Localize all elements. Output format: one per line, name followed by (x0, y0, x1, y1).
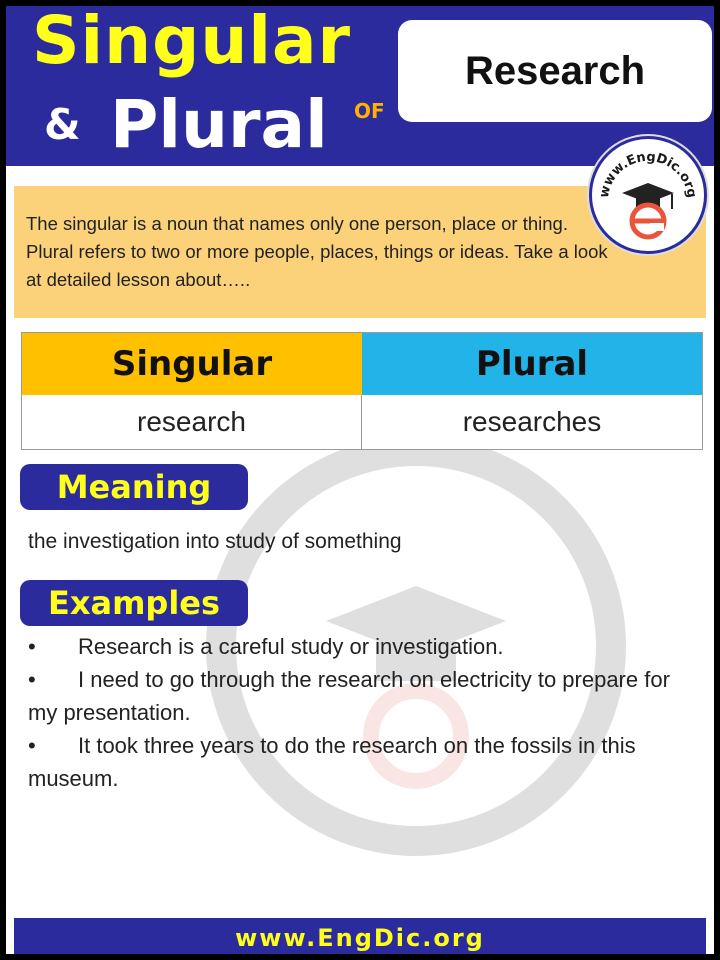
engdic-logo (589, 136, 707, 254)
bullet: • (28, 634, 36, 659)
example-item (28, 630, 688, 663)
bullet: • (28, 733, 36, 758)
meaning-label: Meaning (20, 464, 248, 510)
title-singular: Singular (32, 6, 352, 79)
cell-singular: research (22, 395, 362, 449)
singular-plural-table (21, 332, 703, 450)
letter-e-icon (632, 205, 664, 237)
footer-bar (14, 918, 706, 954)
header-singular: Singular (22, 333, 362, 395)
header-plural: Plural (362, 333, 702, 395)
example-item (28, 729, 688, 795)
title-of: OF (354, 99, 385, 123)
example-text: It took three years to do the research on the fossils in this museum. (28, 733, 636, 791)
intro-text: The singular is a noun that names only one person, place or thing. Plural refers to two or more people, places, things or ideas. Take a look at detailed lesson about….. (26, 213, 608, 290)
logo-text: www.EngDic.org (596, 149, 700, 200)
meaning-text: the investigation into study of something (28, 530, 402, 553)
word-title: Research (464, 48, 646, 93)
logo-graphic (592, 139, 704, 251)
example-text: I need to go through the research on electricity to prepare for my presentation. (28, 667, 670, 725)
infographic-card (6, 6, 714, 954)
bullet: • (28, 667, 36, 692)
cell-plural: researches (362, 395, 702, 449)
footer-url[interactable]: www.EngDic.org (235, 924, 485, 952)
example-item (28, 663, 688, 729)
examples-list (28, 630, 688, 795)
word-box (398, 20, 712, 122)
example-text: Research is a careful study or investigation. (78, 634, 504, 659)
examples-label: Examples (20, 580, 248, 626)
title-plural: Plural (110, 86, 328, 163)
title-ampersand: & (44, 100, 81, 149)
